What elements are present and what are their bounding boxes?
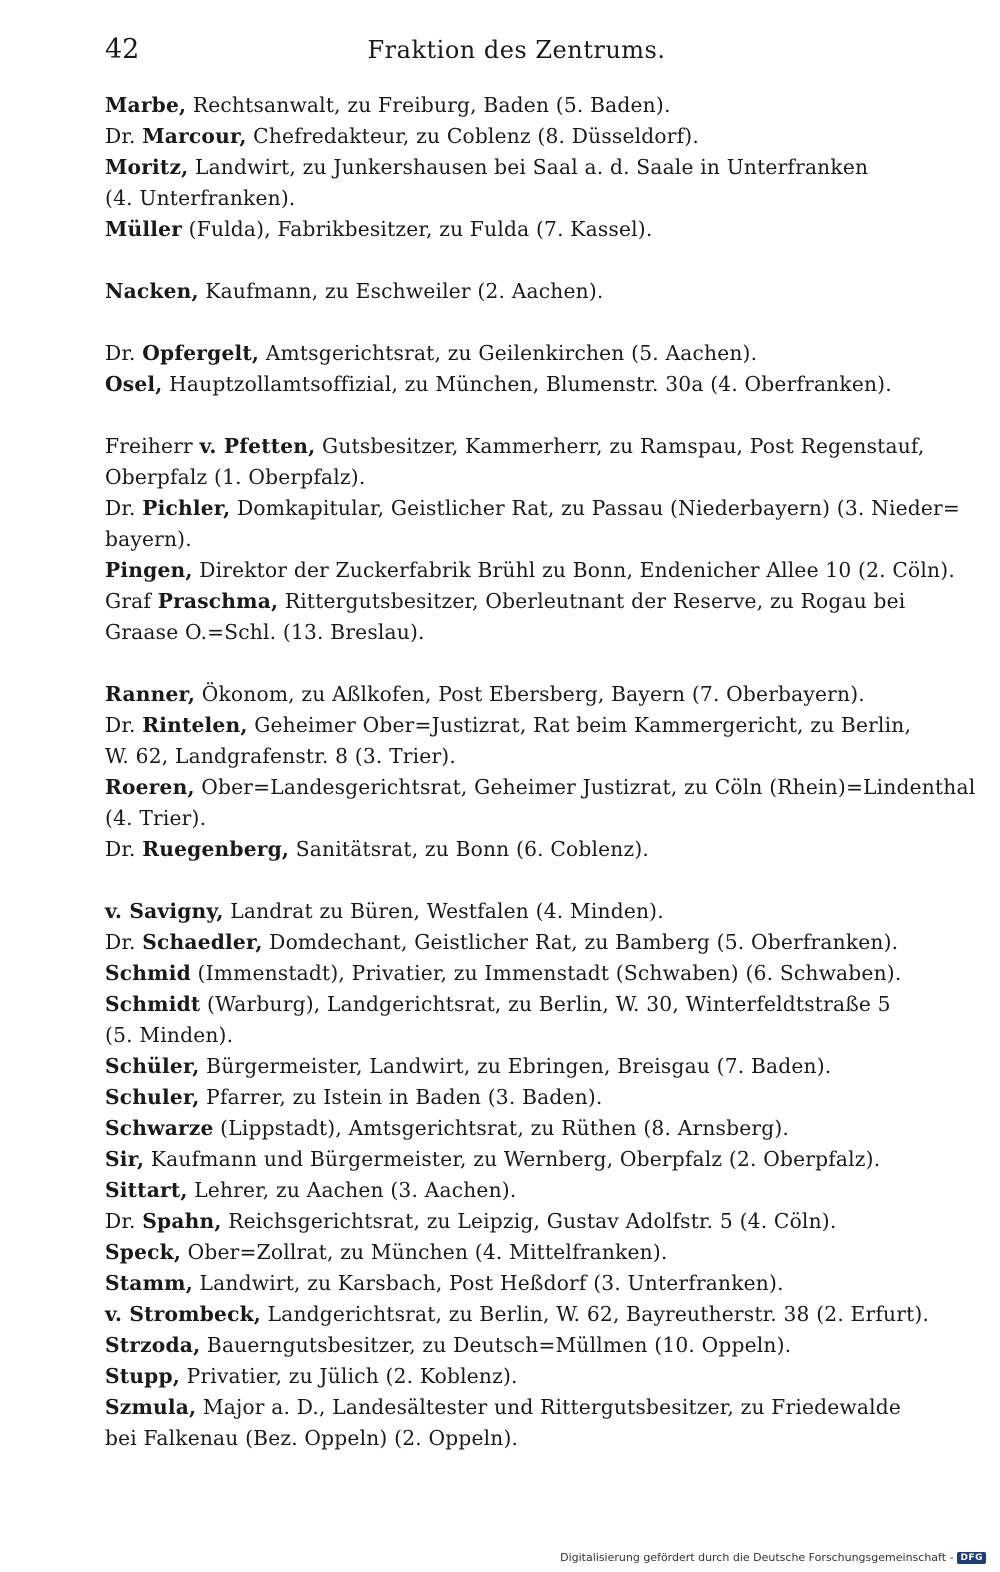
member-entry xyxy=(105,90,935,121)
member-entry xyxy=(105,927,935,958)
member-list xyxy=(105,90,976,1454)
member-name: v. Pfetten, xyxy=(199,434,316,458)
member-entry xyxy=(105,710,935,772)
member-name: Speck, xyxy=(105,1240,182,1264)
member-details-continued: Oberpfalz (1. Oberpfalz). xyxy=(105,465,366,489)
member-details-continued: bayern). xyxy=(105,527,192,551)
member-details: Pfarrer, zu Istein in Baden (3. Baden). xyxy=(199,1085,603,1109)
section-gap xyxy=(105,245,935,276)
member-details: Landwirt, zu Junkershausen bei Saal a. d. Saale in Unterfranken xyxy=(188,155,869,179)
member-entry xyxy=(105,1392,935,1454)
member-name: Opfergelt, xyxy=(142,341,260,365)
member-entry xyxy=(105,896,935,927)
member-details: (Immenstadt), Privatier, zu Immenstadt (Schwaben) (6. Schwaben). xyxy=(190,961,902,985)
member-name: v. Savigny, xyxy=(105,899,224,923)
member-entry xyxy=(105,555,955,586)
member-details: Major a. D., Landesältester und Rittergutsbesitzer, zu Friedewalde xyxy=(196,1395,902,1419)
member-name: Praschma, xyxy=(157,589,279,613)
member-name: Stamm, xyxy=(105,1271,193,1295)
member-details: Kaufmann und Bürgermeister, zu Wernberg, Oberpfalz (2. Oberpfalz). xyxy=(144,1147,881,1171)
member-details: Geheimer Ober=Justizrat, Rat beim Kammergericht, zu Berlin, xyxy=(247,713,912,737)
dfg-logo: DFG xyxy=(957,1552,986,1564)
digitization-credit: Digitalisierung gefördert durch die Deutsche Forschungsgemeinschaft - xyxy=(560,1551,954,1564)
section-gap xyxy=(105,865,935,896)
page-number: 42 xyxy=(105,34,140,65)
member-details: Landgerichtsrat, zu Berlin, W. 62, Bayreutherstr. 38 (2. Erfurt). xyxy=(261,1302,930,1326)
member-entry xyxy=(105,958,935,989)
member-entry xyxy=(105,1361,935,1392)
member-details: Landwirt, zu Karsbach, Post Heßdorf (3. Unterfranken). xyxy=(192,1271,784,1295)
member-name: Schuler, xyxy=(105,1085,200,1109)
member-entry xyxy=(105,834,935,865)
member-details: Landrat zu Büren, Westfalen (4. Minden). xyxy=(223,899,664,923)
member-details: (Warburg), Landgerichtsrat, zu Berlin, W. 30, Winterfeldtstraße 5 xyxy=(200,992,891,1016)
member-details: Amtsgerichtsrat, zu Geilenkirchen (5. Aachen). xyxy=(259,341,758,365)
member-details: Direktor der Zuckerfabrik Brühl zu Bonn, Endenicher Allee 10 (2. Cöln). xyxy=(192,558,955,582)
member-name: Nacken, xyxy=(105,279,199,303)
member-name: Sir, xyxy=(105,1147,145,1171)
member-details: Ober=Landesgerichtsrat, Geheimer Justizrat, zu Cöln (Rhein)=Lindenthal xyxy=(194,775,976,799)
member-details: (Lippstadt), Amtsgerichtsrat, zu Rüthen (8. Arnsberg). xyxy=(213,1116,790,1140)
member-name: Moritz, xyxy=(105,155,189,179)
member-details-continued: (4. Unterfranken). xyxy=(105,186,296,210)
section-gap xyxy=(105,400,935,431)
member-entry xyxy=(105,338,935,369)
title-prefix: Dr. xyxy=(105,124,143,148)
member-name: Schmidt xyxy=(105,992,201,1016)
title-prefix: Dr. xyxy=(105,930,143,954)
title-prefix: Dr. xyxy=(105,496,143,520)
member-details-continued: (5. Minden). xyxy=(105,1023,234,1047)
member-name: Schaedler, xyxy=(142,930,263,954)
member-details: Reichsgerichtsrat, zu Leipzig, Gustav Adolfstr. 5 (4. Cöln). xyxy=(221,1209,837,1233)
member-details: Kaufmann, zu Eschweiler (2. Aachen). xyxy=(198,279,604,303)
member-name: Szmula, xyxy=(105,1395,197,1419)
member-entry xyxy=(105,369,935,400)
member-name: Schwarze xyxy=(105,1116,214,1140)
member-entry xyxy=(105,431,935,493)
member-details: Domdechant, Geistlicher Rat, zu Bamberg (5. Oberfranken). xyxy=(262,930,899,954)
member-details: Domkapitular, Geistlicher Rat, zu Passau (Niederbayern) (3. Nieder= xyxy=(230,496,961,520)
member-details: Chefredakteur, zu Coblenz (8. Düsseldorf). xyxy=(246,124,699,148)
member-entry xyxy=(105,772,976,834)
member-entry xyxy=(105,586,935,648)
member-details: Ökonom, zu Aßlkofen, Post Ebersberg, Bayern (7. Oberbayern). xyxy=(195,682,865,706)
member-details: Hauptzollamtsoffizial, zu München, Blumenstr. 30a (4. Oberfranken). xyxy=(162,372,892,396)
member-details: Bauerngutsbesitzer, zu Deutsch=Müllmen (10. Oppeln). xyxy=(200,1333,792,1357)
member-entry xyxy=(105,1082,935,1113)
member-entry xyxy=(105,214,935,245)
member-entry xyxy=(105,1237,935,1268)
member-entry xyxy=(105,276,935,307)
member-name: Marbe, xyxy=(105,93,187,117)
member-details-continued: (4. Trier). xyxy=(105,806,207,830)
member-details-continued: bei Falkenau (Bez. Oppeln) (2. Oppeln). xyxy=(105,1426,519,1450)
member-details: Sanitätsrat, zu Bonn (6. Coblenz). xyxy=(289,837,650,861)
title-prefix: Dr. xyxy=(105,1209,143,1233)
member-name: Ranner, xyxy=(105,682,196,706)
member-name: Roeren, xyxy=(105,775,195,799)
member-entry xyxy=(105,1330,935,1361)
member-entry xyxy=(105,1206,935,1237)
member-name: Pingen, xyxy=(105,558,193,582)
member-entry xyxy=(105,679,935,710)
member-name: Schmid xyxy=(105,961,191,985)
member-entry xyxy=(105,1051,935,1082)
member-entry xyxy=(105,493,961,555)
title-prefix: Graf xyxy=(105,589,158,613)
member-name: Marcour, xyxy=(142,124,247,148)
member-entry xyxy=(105,989,935,1051)
title-prefix: Freiherr xyxy=(105,434,200,458)
member-entry xyxy=(105,152,935,214)
running-title: Fraktion des Zentrums. xyxy=(367,36,666,64)
section-gap xyxy=(105,307,935,338)
member-details: Privatier, zu Jülich (2. Koblenz). xyxy=(180,1364,518,1388)
member-name: Rintelen, xyxy=(142,713,248,737)
member-details: Ober=Zollrat, zu München (4. Mittelfranken). xyxy=(181,1240,668,1264)
member-name: Spahn, xyxy=(142,1209,222,1233)
member-name: Stupp, xyxy=(105,1364,181,1388)
member-details: Rechtsanwalt, zu Freiburg, Baden (5. Baden). xyxy=(186,93,671,117)
member-details: Bürgermeister, Landwirt, zu Ebringen, Breisgau (7. Baden). xyxy=(199,1054,832,1078)
member-name: Strzoda, xyxy=(105,1333,201,1357)
member-entry xyxy=(105,1175,935,1206)
member-details: Lehrer, zu Aachen (3. Aachen). xyxy=(187,1178,517,1202)
member-details: (Fulda), Fabrikbesitzer, zu Fulda (7. Kassel). xyxy=(182,217,653,241)
member-entry xyxy=(105,121,935,152)
title-prefix: Dr. xyxy=(105,837,143,861)
member-entry xyxy=(105,1299,935,1330)
title-prefix: Dr. xyxy=(105,341,143,365)
title-prefix: Dr. xyxy=(105,713,143,737)
member-details-continued: W. 62, Landgrafenstr. 8 (3. Trier). xyxy=(105,744,456,768)
member-name: Schüler, xyxy=(105,1054,200,1078)
member-entry xyxy=(105,1268,935,1299)
member-name: Sittart, xyxy=(105,1178,188,1202)
member-entry xyxy=(105,1144,935,1175)
member-details: Gutsbesitzer, Kammerherr, zu Ramspau, Post Regenstauf, xyxy=(315,434,925,458)
member-name: Pichler, xyxy=(142,496,231,520)
member-name: v. Strombeck, xyxy=(105,1302,261,1326)
footer xyxy=(560,1551,986,1564)
member-details: Rittergutsbesitzer, Oberleutnant der Reserve, zu Rogau bei xyxy=(278,589,906,613)
member-name: Müller xyxy=(105,217,183,241)
member-entry xyxy=(105,1113,935,1144)
member-name: Ruegenberg, xyxy=(142,837,290,861)
page-header xyxy=(105,30,928,70)
member-details-continued: Graase O.=Schl. (13. Breslau). xyxy=(105,620,425,644)
section-gap xyxy=(105,648,935,679)
member-name: Osel, xyxy=(105,372,163,396)
